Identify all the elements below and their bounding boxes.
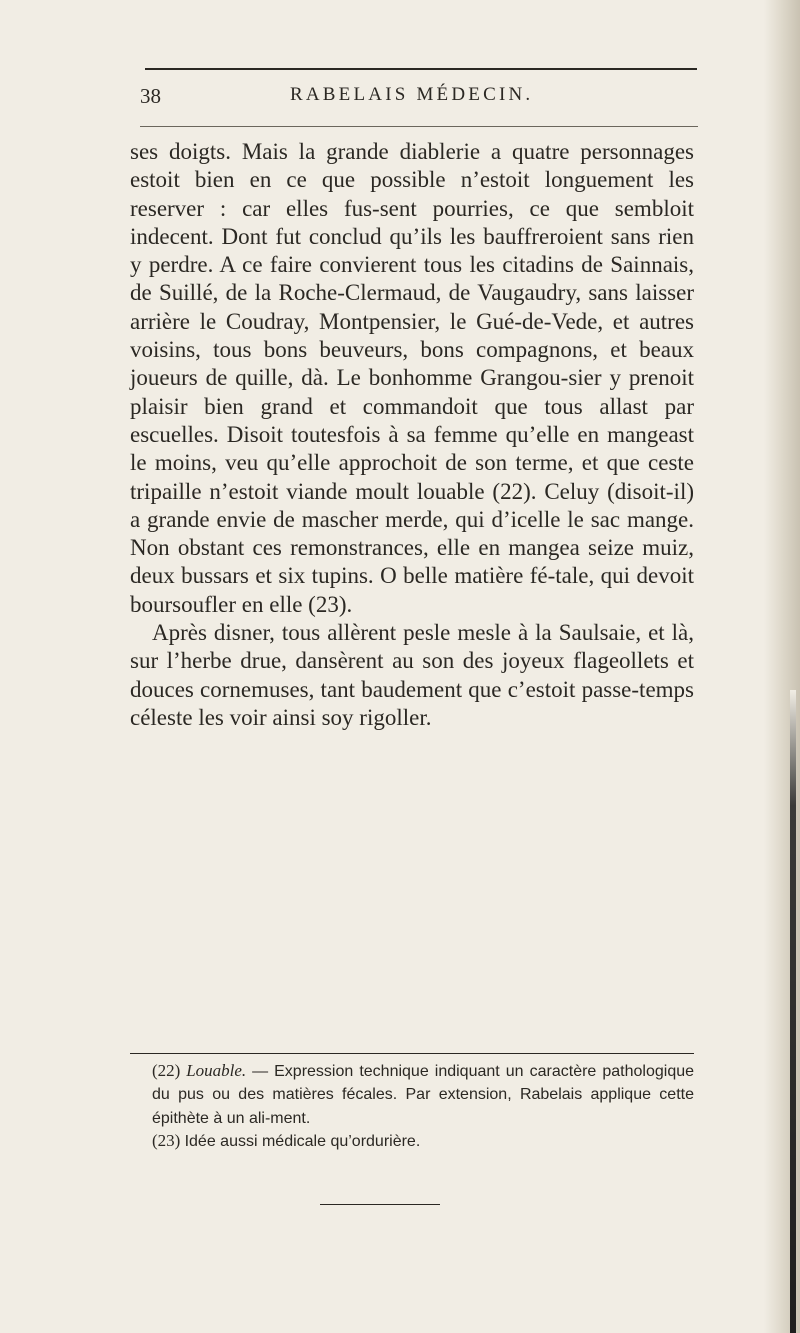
footnote-text: Idée aussi médicale qu’ordurière. bbox=[184, 1133, 421, 1151]
page-header bbox=[140, 82, 700, 116]
page-edge bbox=[790, 690, 796, 1333]
footnote-number: (23) bbox=[152, 1131, 181, 1151]
footnote-number: (22) bbox=[152, 1061, 181, 1080]
footnotes bbox=[130, 1060, 694, 1154]
top-rule bbox=[145, 68, 697, 70]
footnote-term: Louable. bbox=[186, 1061, 247, 1080]
paragraph: Après disner, tous allèrent pesle mesle à la Saulsaie, et là, sur l’herbe drue, dansèrent au son des joyeux flageollets et douces cornemuses, tant baudement que c’estoit passe-temps céleste les voir ainsi soy rigoller. bbox=[130, 620, 694, 730]
paragraph: ses doigts. Mais la grande diablerie a quatre personnages estoit bien en ce que possible n’estoit longuement les reserver : car elles fus-sent pourries, ce que sembloit indecent. Dont fut conclud qu’ils les bauffreroient sans rien y perdre. A ce faire convierent tous les citadins de Sainnais, de Suillé, de la Roche-Clermaud, de Vaugaudry, sans laisser arrière le Coudray, Montpensier, le Gué-de-Vede, et autres voisins, tous bons beuveurs, bons compagnons, et beaux joueurs de quille, dà. Le bonhomme Grangou-sier y prenoit plaisir bien grand et commandoit que tous allast par escuelles. Disoit toutesfois à sa femme qu’elle en mangeast le moins, veu qu’elle approchoit de son terme, et que ceste tripaille n’estoit viande moult louable (22). Celuy (disoit-il) a grande envie de mascher merde, qui d’icelle le sac mange. Non obstant ces remonstrances, elle en mangea seize muiz, deux bussars et six tupins. O belle matière fé-tale, qui devoit boursoufler en elle (23). bbox=[130, 139, 694, 617]
footnote-separator bbox=[130, 1053, 694, 1054]
footnote bbox=[130, 1060, 694, 1130]
page-number: 38 bbox=[140, 84, 161, 108]
header-rule bbox=[140, 126, 698, 127]
running-title: RABELAIS MÉDECIN. bbox=[290, 84, 534, 105]
footnote-text: — Expression technique indiquant un caractère pathologique du pus ou des matières fécales. Par extension, Rabelais applique cette épithète à un ali-ment. bbox=[152, 1063, 695, 1127]
bottom-rule bbox=[320, 1204, 440, 1205]
footnote bbox=[130, 1130, 694, 1153]
main-text bbox=[130, 138, 694, 732]
